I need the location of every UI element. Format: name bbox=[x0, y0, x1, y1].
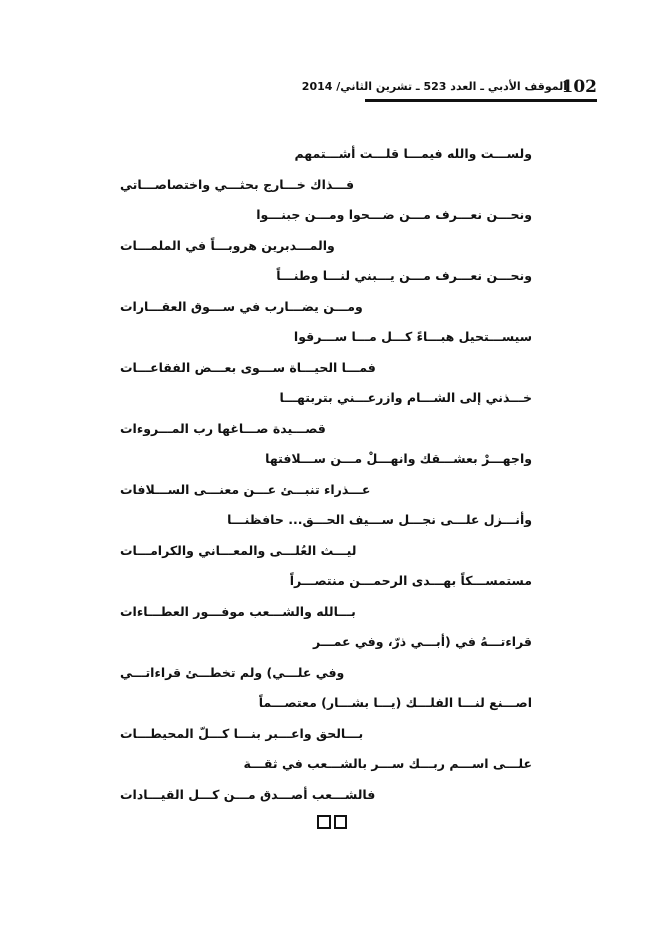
verse-line: ومـــن يضـــارب في ســـوق العقـــارات bbox=[120, 298, 363, 314]
verse-line: والمـــدبرين هروبـــاً في الملمـــات bbox=[120, 237, 335, 253]
verse-line: مستمســـكاً بهـــدى الرحمـــن منتصـــراً bbox=[289, 573, 532, 588]
verse-line: ولســـت والله فيمـــا قلـــت أشـــتمهم bbox=[294, 146, 532, 161]
verse-line: عـــذراء تنبـــئ عـــن معنـــى الســـلافات bbox=[120, 481, 371, 497]
verse-line: وفي علـــي) ولم تخطـــئ قراءاتـــي bbox=[120, 664, 345, 680]
square-icon bbox=[334, 815, 348, 829]
header-rule bbox=[365, 99, 597, 102]
running-title: الموقف الأدبي ـ العدد 523 ـ تشرين الثاني/ 2014 bbox=[301, 80, 567, 93]
verse-line: فمـــا الحيـــاة ســـوى بعـــض الفقاعـــات bbox=[120, 359, 376, 375]
verse-line: فالشـــعب أصـــدق مـــن كـــل القيـــادات bbox=[120, 786, 376, 802]
poem bbox=[120, 139, 532, 810]
verse-line: اصـــنع لنـــا الفلـــك (يـــا بشـــار) معتصـــماً bbox=[258, 695, 532, 710]
verse-line: علـــى اســـم ربـــك ســـر بالشـــعب في ثقـــة bbox=[243, 756, 532, 771]
verse-line: قصـــيدة صـــاغها رب المـــروءات bbox=[120, 420, 326, 436]
page-number: 102 bbox=[561, 77, 597, 97]
verse-line: ونحـــن نعـــرف مـــن ضـــحوا ومـــن جبنـــوا bbox=[256, 207, 532, 222]
page-header bbox=[301, 76, 597, 100]
verse-line: فـــذاك خـــارج بحثـــي واختصاصـــاتي bbox=[120, 176, 355, 192]
verse-line: ليـــث العُلـــى والمعـــاني والكرامـــات bbox=[120, 542, 357, 558]
verse-line: قراءتـــهُ في (أبـــي ذرّ، وفي عمـــر bbox=[313, 634, 532, 649]
verse-line: سيســـتحيل هبـــاءً كـــل مـــا ســـرقوا bbox=[293, 329, 532, 344]
verse-line: واجهـــرْ بعشـــقك وانهـــلْ مـــن ســـلافتها bbox=[265, 451, 532, 466]
verse-line: بـــالحق واعـــبر بنـــا كـــلّ المحيطـــات bbox=[120, 725, 364, 741]
verse-line: بـــالله والشـــعب موفـــور العطـــاءات bbox=[120, 603, 356, 619]
end-of-article-mark bbox=[317, 815, 347, 829]
verse-line: ونحـــن نعـــرف مـــن يـــبني لنـــا وطنـــاً bbox=[276, 268, 532, 283]
square-icon bbox=[317, 815, 331, 829]
verse-line: خـــذني إلى الشـــام وازرعـــني بتربتهـــا bbox=[279, 390, 532, 405]
verse-line: وأنـــزل علـــى نجـــل ســـيف الحـــق... حافظنـــا bbox=[227, 512, 532, 527]
